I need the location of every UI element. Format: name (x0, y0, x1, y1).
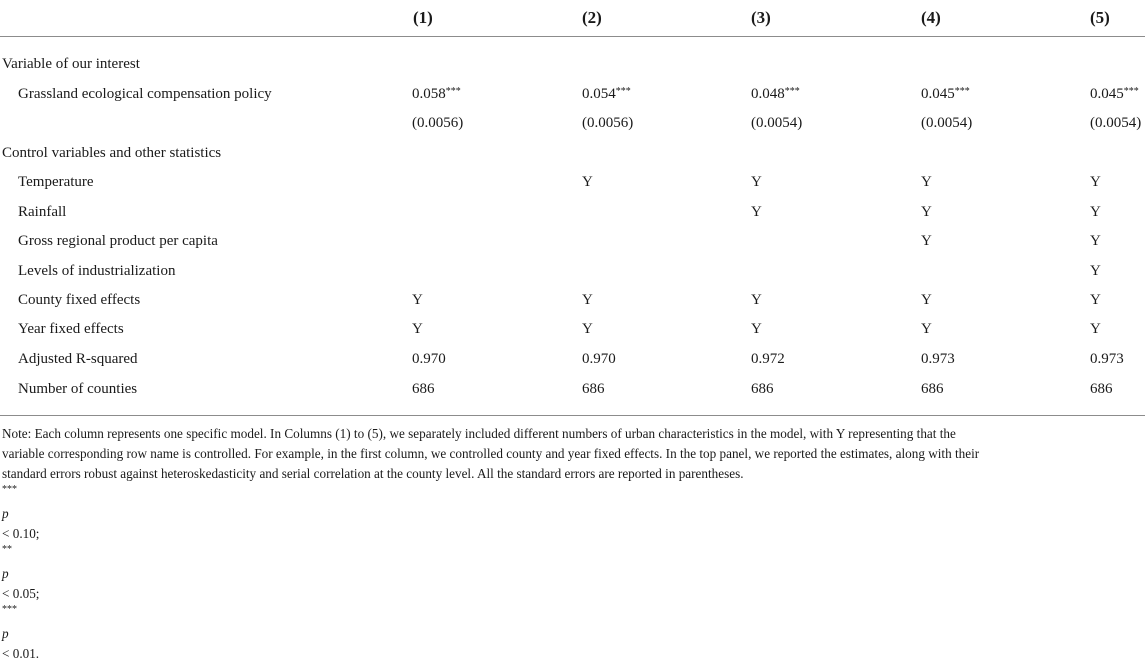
table-cell: 0.973 (921, 351, 955, 367)
header-rule (0, 36, 1145, 37)
table-cell: 0.972 (751, 351, 785, 367)
table-row-county-fe (0, 285, 1145, 315)
table-note (2, 424, 1142, 664)
table-cell: 0.970 (412, 351, 446, 367)
table-cell: 686 (1090, 381, 1113, 397)
table-cell: Y (921, 233, 932, 249)
table-row-policy-se (0, 108, 1145, 138)
table-cell: Y (582, 321, 593, 337)
header-row (0, 0, 1145, 36)
column-header-4: (4) (921, 8, 941, 27)
table-row-industrialization (0, 256, 1145, 286)
row-label: Adjusted R-squared (18, 351, 138, 367)
se-cell: (0.0054) (921, 115, 973, 131)
section-label: Variable of our interest (2, 56, 140, 72)
table-cell: 0.973 (1090, 351, 1124, 367)
coef-cell: 0.058*** (412, 86, 461, 102)
row-label: Temperature (18, 174, 94, 190)
table-row-policy-coef (0, 79, 1145, 109)
se-cell: (0.0056) (412, 115, 464, 131)
table-row-year-fe (0, 314, 1145, 344)
table-row-grp (0, 226, 1145, 256)
row-label: Gross regional product per capita (18, 233, 218, 249)
table-cell: Y (1090, 233, 1101, 249)
table-cell: Y (921, 204, 932, 220)
table-cell: 0.970 (582, 351, 616, 367)
table-cell: 686 (582, 381, 605, 397)
table-cell: Y (921, 174, 932, 190)
row-label: County fixed effects (18, 292, 141, 308)
table-cell: Y (751, 321, 762, 337)
table-row-counties (0, 374, 1145, 404)
se-cell: (0.0054) (1090, 115, 1142, 131)
coef-cell: 0.054*** (582, 86, 631, 102)
row-label: Year fixed effects (18, 321, 124, 337)
section-row-interest (0, 49, 1145, 79)
table-cell: Y (751, 204, 762, 220)
column-header-1: (1) (413, 8, 433, 27)
table-cell: Y (582, 292, 593, 308)
row-label: Number of counties (18, 381, 138, 397)
table-cell: Y (1090, 321, 1101, 337)
table-cell: Y (921, 292, 932, 308)
bottom-rule (0, 415, 1145, 416)
table-row-temperature (0, 167, 1145, 197)
section-label: Control variables and other statistics (2, 145, 222, 161)
note-line: Note: Each column represents one specific model. In Columns (1) to (5), we separately included different numbers of urban characteristics in the model, with Y representing that the (2, 426, 956, 441)
table-cell: Y (1090, 204, 1101, 220)
note-line: standard errors robust against heteroskedasticity and serial correlation at the county level. All the standard errors are reported in parentheses. *** p < 0.10; ** p < 0.05; *** p < 0.01. (2, 466, 744, 661)
table-cell: 686 (751, 381, 774, 397)
table-cell: Y (582, 174, 593, 190)
se-cell: (0.0054) (751, 115, 803, 131)
table-cell: 686 (921, 381, 944, 397)
table-cell: 686 (412, 381, 435, 397)
se-cell: (0.0056) (582, 115, 634, 131)
coef-cell: 0.048*** (751, 86, 800, 102)
table-cell: Y (1090, 263, 1101, 279)
table-cell: Y (412, 292, 423, 308)
table-cell: Y (1090, 292, 1101, 308)
table-row-adj-r2 (0, 344, 1145, 374)
row-label: Grassland ecological compensation policy (18, 86, 272, 102)
note-line: variable corresponding row name is controlled. For example, in the first column, we controlled county and year fixed effects. In the top panel, we reported the estimates, along with their (2, 446, 980, 461)
coef-cell: 0.045*** (1090, 86, 1139, 102)
table-cell: Y (921, 321, 932, 337)
table-row-rainfall (0, 197, 1145, 227)
column-header-3: (3) (751, 8, 771, 27)
section-row-controls (0, 138, 1145, 168)
column-header-5: (5) (1090, 8, 1110, 27)
row-label: Rainfall (18, 204, 67, 220)
coef-cell: 0.045*** (921, 86, 970, 102)
table-cell: Y (751, 174, 762, 190)
row-label: Levels of industrialization (18, 263, 176, 279)
table-cell: Y (751, 292, 762, 308)
column-header-2: (2) (582, 8, 602, 27)
table-cell: Y (412, 321, 423, 337)
table-cell: Y (1090, 174, 1101, 190)
